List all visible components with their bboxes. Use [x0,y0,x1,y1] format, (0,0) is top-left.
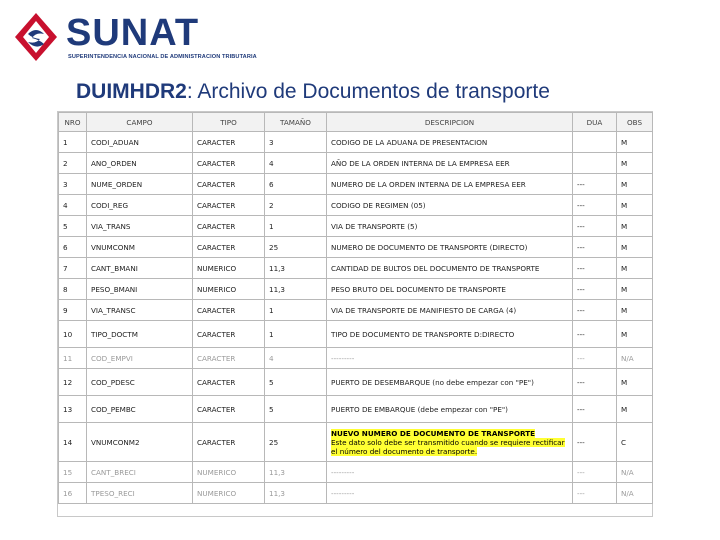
cell-nro: 13 [59,396,87,423]
cell-tamano: 11,3 [265,279,327,300]
cell-campo: TIPO_DOCTM [87,321,193,348]
cell-nro: 6 [59,237,87,258]
cell-campo: CODI_REG [87,195,193,216]
cell-dua: --- [573,483,617,504]
table-row [59,483,653,504]
cell-dua: --- [573,321,617,348]
cell-tamano: 2 [265,195,327,216]
highlighted-note: Este dato solo debe ser transmitido cuando se requiere rectificar el número del documento de transporte. [331,437,565,456]
cell-obs: M [617,195,653,216]
cell-descripcion: --------- [327,483,573,504]
table-row [59,369,653,396]
header-obs: OBS [617,113,653,132]
cell-obs: C [617,423,653,462]
cell-nro: 10 [59,321,87,348]
cell-tamano: 3 [265,132,327,153]
cell-descripcion: VIA DE TRANSPORTE (5) [327,216,573,237]
cell-campo: COD_EMPVI [87,348,193,369]
header-tamano: TAMAÑO [265,113,327,132]
cell-descripcion [327,423,573,462]
cell-nro: 3 [59,174,87,195]
cell-obs: M [617,321,653,348]
cell-tipo: CARACTER [193,369,265,396]
cell-descripcion [327,396,573,423]
cell-campo: VIA_TRANSC [87,300,193,321]
cell-tipo: NUMERICO [193,462,265,483]
table-row [59,174,653,195]
cell-campo: NUME_ORDEN [87,174,193,195]
cell-nro: 9 [59,300,87,321]
cell-nro: 5 [59,216,87,237]
table-row [59,321,653,348]
highlighted-title: NUEVO NUMERO DE DOCUMENTO DE TRANSPORTE [331,428,536,438]
table-row [59,423,653,462]
cell-tipo: CARACTER [193,300,265,321]
cell-tamano: 5 [265,369,327,396]
title-colon: : [186,80,193,103]
cell-tipo: CARACTER [193,195,265,216]
logo-wordmark: SUNAT [66,12,200,54]
cell-tamano: 25 [265,423,327,462]
cell-obs: M [617,132,653,153]
cell-tipo: CARACTER [193,153,265,174]
cell-descripcion: VIA DE TRANSPORTE DE MANIFIESTO DE CARGA (4) [327,300,573,321]
cell-tipo: NUMERICO [193,279,265,300]
cell-obs: N/A [617,462,653,483]
cell-descripcion: CANTIDAD DE BULTOS DEL DOCUMENTO DE TRANSPORTE [327,258,573,279]
title-code: DUIMHDR2 [76,80,187,103]
cell-tamano: 1 [265,321,327,348]
fields-table [58,112,653,504]
cell-tamano: 1 [265,216,327,237]
cell-campo: COD_PDESC [87,369,193,396]
cell-descripcion-text: PUERTO DE EMBARQUE (debe empezar con "PE") [331,404,508,414]
cell-dua: --- [573,462,617,483]
table-row [59,132,653,153]
title-text: Archivo de Documentos de transporte [192,80,550,103]
table-row [59,279,653,300]
cell-dua: --- [573,258,617,279]
cell-dua [573,132,617,153]
sunat-logo [12,10,257,66]
cell-descripcion: NUMERO DE DOCUMENTO DE TRANSPORTE (DIRECTO) [327,237,573,258]
cell-dua: --- [573,396,617,423]
cell-descripcion: --------- [327,462,573,483]
cell-tipo: CARACTER [193,348,265,369]
table-row [59,396,653,423]
cell-tamano: 11,3 [265,462,327,483]
cell-nro: 11 [59,348,87,369]
cell-campo: COD_PEMBC [87,396,193,423]
cell-tamano: 4 [265,153,327,174]
cell-campo: ANO_ORDEN [87,153,193,174]
cell-descripcion-highlight [331,429,568,456]
table-row [59,237,653,258]
table-row [59,348,653,369]
cell-tipo: CARACTER [193,174,265,195]
cell-obs: N/A [617,348,653,369]
table-row [59,216,653,237]
cell-dua: --- [573,369,617,396]
cell-nro: 7 [59,258,87,279]
cell-obs: M [617,300,653,321]
cell-tipo: NUMERICO [193,483,265,504]
cell-descripcion: CODIGO DE LA ADUANA DE PRESENTACION [327,132,573,153]
cell-campo: TPESO_RECI [87,483,193,504]
cell-dua: --- [573,174,617,195]
cell-campo: VIA_TRANS [87,216,193,237]
header-tipo: TIPO [193,113,265,132]
cell-dua: --- [573,216,617,237]
cell-tamano: 1 [265,300,327,321]
cell-nro: 2 [59,153,87,174]
cell-descripcion-text: PUERTO DE DESEMBARQUE (no debe empezar con "PE") [331,377,534,387]
header-nro: NRO [59,113,87,132]
cell-obs: M [617,237,653,258]
cell-dua: --- [573,423,617,462]
table-row [59,462,653,483]
cell-tamano: 11,3 [265,483,327,504]
cell-descripcion [327,321,573,348]
cell-descripcion: CODIGO DE REGIMEN (05) [327,195,573,216]
cell-obs: M [617,258,653,279]
cell-tamano: 11,3 [265,258,327,279]
sunat-emblem-icon [14,12,58,62]
cell-obs: M [617,153,653,174]
header-dua: DUA [573,113,617,132]
table-row [59,195,653,216]
cell-dua: --- [573,279,617,300]
cell-obs: N/A [617,483,653,504]
cell-campo: CANT_BMANI [87,258,193,279]
cell-tipo: CARACTER [193,237,265,258]
cell-tamano: 5 [265,396,327,423]
header-descripcion: DESCRIPCION [327,113,573,132]
cell-obs: M [617,174,653,195]
cell-tipo: CARACTER [193,396,265,423]
cell-descripcion [327,369,573,396]
cell-obs: M [617,369,653,396]
cell-obs: M [617,279,653,300]
cell-nro: 14 [59,423,87,462]
table-row [59,153,653,174]
cell-nro: 16 [59,483,87,504]
cell-descripcion-text: TIPO DE DOCUMENTO DE TRANSPORTE D:DIRECTO [331,329,515,339]
cell-nro: 12 [59,369,87,396]
cell-dua: --- [573,237,617,258]
cell-nro: 1 [59,132,87,153]
cell-campo: CODI_ADUAN [87,132,193,153]
table-row [59,300,653,321]
header-campo: CAMPO [87,113,193,132]
cell-descripcion: PESO BRUTO DEL DOCUMENTO DE TRANSPORTE [327,279,573,300]
cell-tamano: 25 [265,237,327,258]
cell-dua: --- [573,300,617,321]
cell-tipo: CARACTER [193,321,265,348]
cell-tamano: 4 [265,348,327,369]
cell-campo: CANT_BRECI [87,462,193,483]
cell-campo: VNUMCONM2 [87,423,193,462]
fields-table-container [57,111,653,517]
cell-campo: VNUMCONM [87,237,193,258]
cell-nro: 8 [59,279,87,300]
table-header-row [59,113,653,132]
cell-nro: 4 [59,195,87,216]
cell-tipo: CARACTER [193,132,265,153]
table-row [59,258,653,279]
cell-dua: --- [573,348,617,369]
cell-descripcion: --------- [327,348,573,369]
logo-subtitle: SUPERINTENDENCIA NACIONAL DE ADMINISTRACION TRIBUTARIA [68,54,257,60]
cell-obs: M [617,396,653,423]
cell-obs: M [617,216,653,237]
cell-tipo: CARACTER [193,423,265,462]
cell-nro: 15 [59,462,87,483]
cell-campo: PESO_BMANI [87,279,193,300]
page-title [76,80,550,104]
cell-dua [573,153,617,174]
cell-descripcion: NUMERO DE LA ORDEN INTERNA DE LA EMPRESA EER [327,174,573,195]
cell-descripcion: AÑO DE LA ORDEN INTERNA DE LA EMPRESA EER [327,153,573,174]
cell-tipo: NUMERICO [193,258,265,279]
cell-dua: --- [573,195,617,216]
cell-tipo: CARACTER [193,216,265,237]
cell-tamano: 6 [265,174,327,195]
